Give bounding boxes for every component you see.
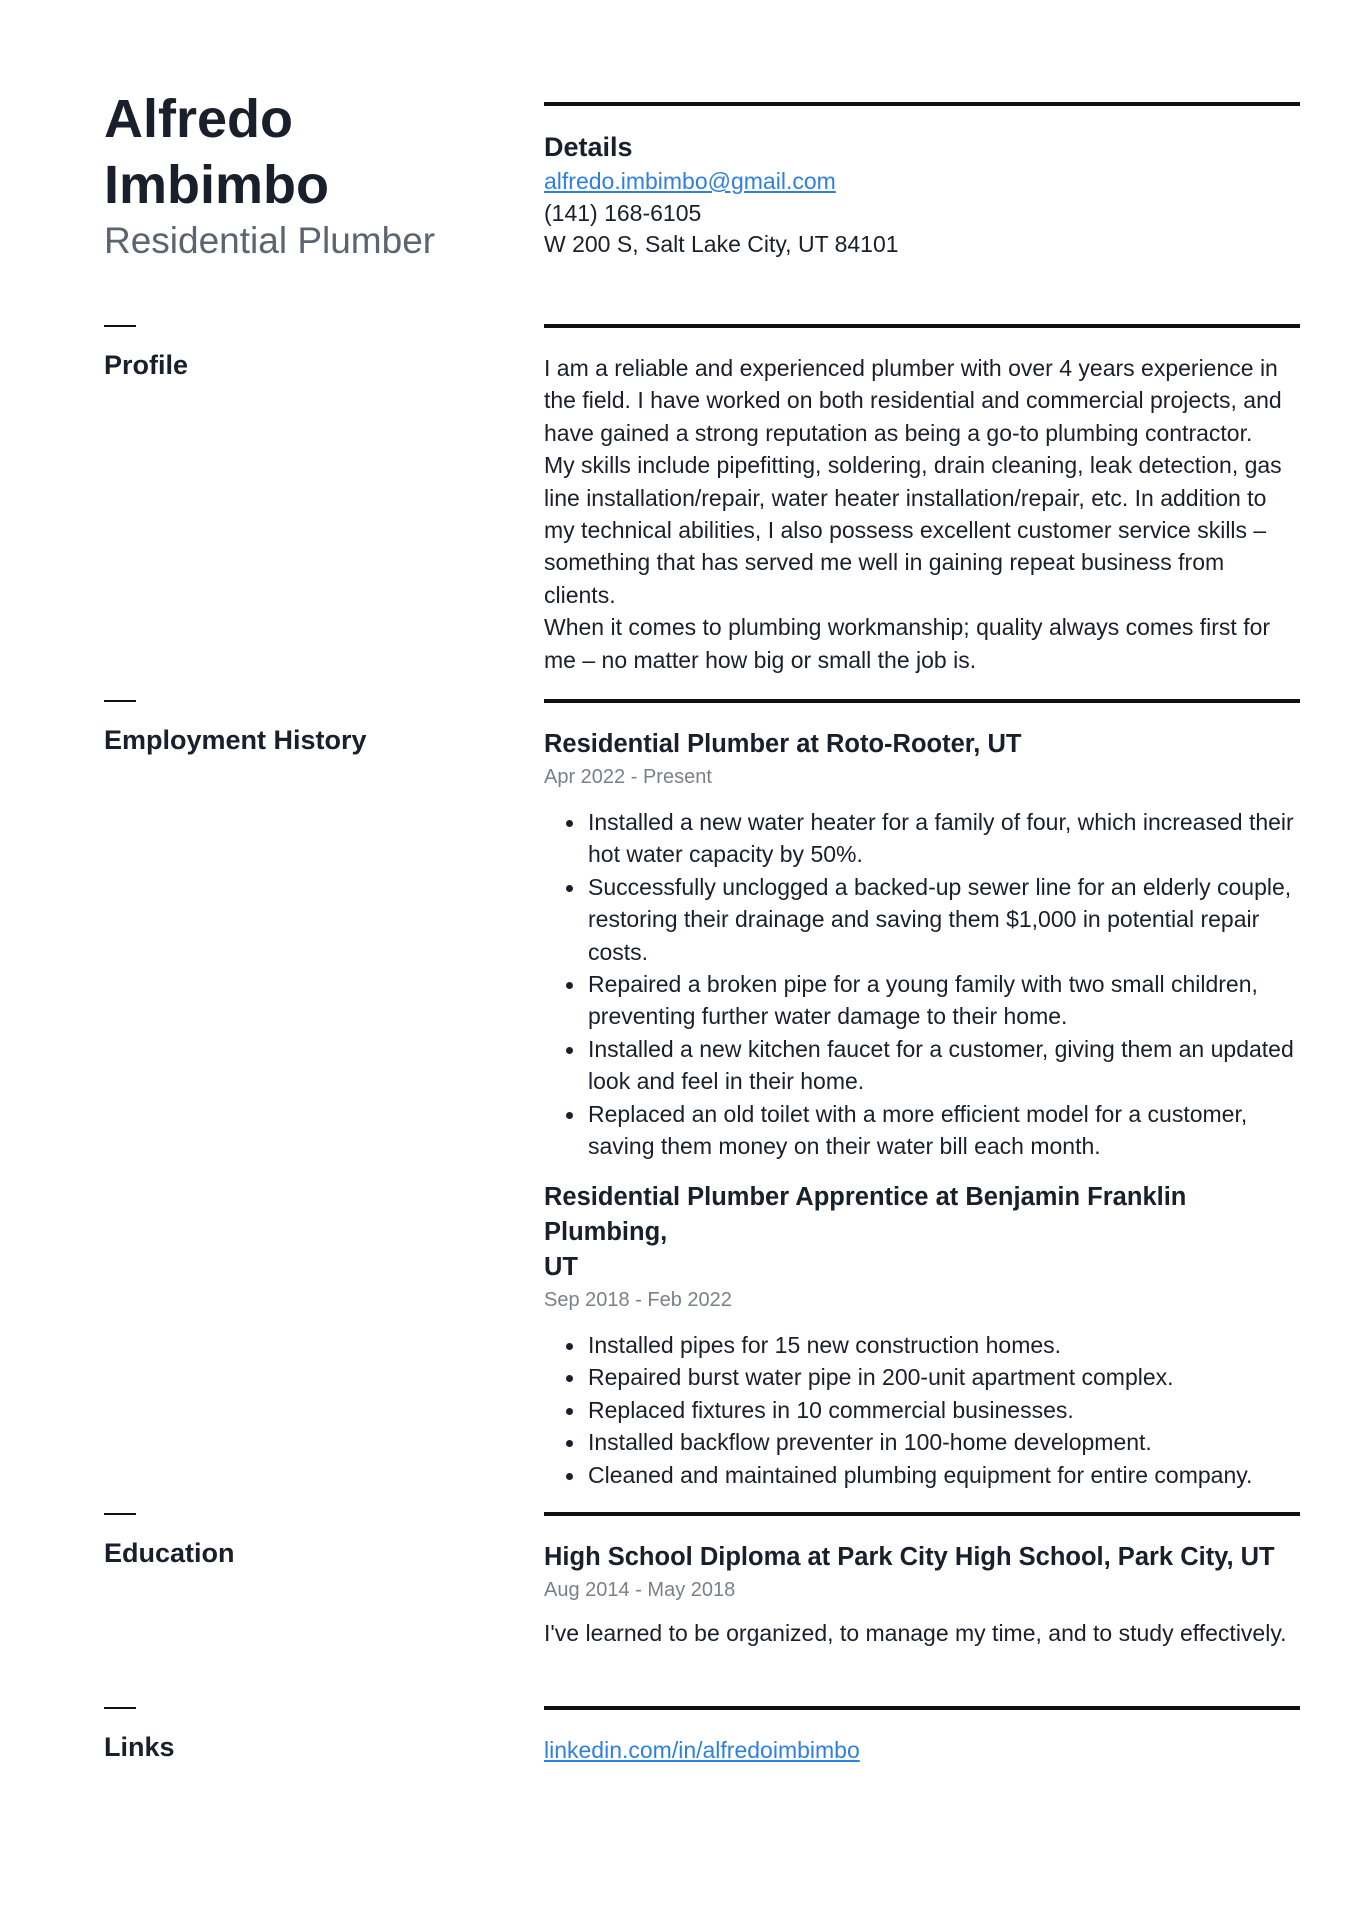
bullet-line: look and feel in their home.	[588, 1068, 865, 1095]
name-last: Imbimbo	[104, 155, 329, 215]
bullet-line: Replaced an old toilet with a more efficient model for a customer,	[588, 1100, 1248, 1127]
education-dates: Aug 2014 - May 2018	[544, 1579, 736, 1601]
profile-line: have gained a strong reputation as being a go-to plumbing contractor.	[544, 419, 1253, 446]
details-section	[544, 130, 1300, 261]
resume-header	[104, 86, 504, 264]
education-label: Education	[104, 1538, 235, 1568]
job-bullet: Cleaned and maintained plumbing equipment for entire company.	[544, 1459, 1300, 1491]
profile-line: the field. I have worked on both residential and commercial projects, and	[544, 387, 1282, 414]
education-rule	[544, 1512, 1300, 1516]
linkedin-link[interactable]: linkedin.com/in/alfredoimbimbo	[544, 1737, 860, 1763]
job-bullet	[544, 1098, 1300, 1163]
profile-dash	[104, 325, 136, 327]
job-bullet	[544, 1033, 1300, 1098]
job-title-heading: UT	[544, 1253, 578, 1281]
profile-line: I am a reliable and experienced plumber with over 4 years experience in	[544, 355, 1278, 381]
links-rule	[544, 1706, 1300, 1710]
profile-line: When it comes to plumbing workmanship; quality always comes first for	[544, 614, 1271, 641]
bullet-line: preventing further water damage to their home.	[588, 1003, 1068, 1030]
employment-dash	[104, 700, 136, 702]
employment-rule	[544, 699, 1300, 703]
job-bullet	[544, 806, 1300, 871]
bullet-line: Successfully unclogged a backed-up sewer line for an elderly couple,	[588, 873, 1292, 900]
details-rule	[544, 102, 1300, 106]
job-bullet	[544, 968, 1300, 1033]
profile-line: line installation/repair, water heater installation/repair, etc. In addition to	[544, 484, 1267, 511]
name-first: Alfredo	[104, 89, 293, 149]
bullet-line: saving them money on their water bill each month.	[588, 1133, 1101, 1160]
job-title-heading: Residential Plumber Apprentice at Benjamin Franklin Plumbing,	[544, 1183, 1187, 1246]
links-label: Links	[104, 1732, 175, 1762]
bullet-line: Installed a new kitchen faucet for a customer, giving them an updated	[588, 1035, 1294, 1062]
employment-label: Employment History	[104, 725, 367, 755]
links-dash	[104, 1707, 136, 1709]
bullet-line: costs.	[588, 938, 649, 965]
job-bullet: Installed pipes for 15 new construction homes.	[544, 1329, 1300, 1361]
profile-line: me – no matter how big or small the job is.	[544, 646, 977, 673]
profile-line: something that has served me well in gaining repeat business from clients.	[544, 549, 1225, 608]
details-heading: Details	[544, 132, 633, 162]
profile-line: my technical abilities, I also possess excellent customer service skills –	[544, 517, 1267, 544]
education-dash	[104, 1513, 136, 1515]
bullet-line: Installed a new water heater for a family of four, which increased their	[588, 809, 1294, 835]
links-list	[544, 1734, 1300, 1766]
job-title-heading: Residential Plumber at Roto-Rooter, UT	[544, 730, 1022, 758]
profile-rule	[544, 324, 1300, 328]
email-link[interactable]: alfredo.imbimbo@gmail.com	[544, 168, 836, 194]
education-entry	[544, 1540, 1300, 1649]
bullet-line: Repaired a broken pipe for a young family with two small children,	[588, 971, 1258, 998]
job-entry	[544, 727, 1300, 1162]
job-bullet	[544, 871, 1300, 968]
address: W 200 S, Salt Lake City, UT 84101	[544, 231, 899, 257]
profile-line: My skills include pipefitting, soldering, drain cleaning, leak detection, gas	[544, 452, 1282, 479]
job-dates: Apr 2022 - Present	[544, 766, 712, 788]
phone-number: (141) 168-6105	[544, 199, 702, 226]
profile-label: Profile	[104, 350, 189, 380]
job-bullets	[544, 806, 1300, 1162]
job-bullets	[544, 1329, 1300, 1491]
job-bullet: Replaced fixtures in 10 commercial businesses.	[544, 1394, 1300, 1426]
job-bullet: Installed backflow preventer in 100-home development.	[544, 1426, 1300, 1458]
bullet-line: restoring their drainage and saving them $1,000 in potential repair	[588, 906, 1260, 933]
job-dates: Sep 2018 - Feb 2022	[544, 1289, 732, 1311]
education-title: High School Diploma at Park City High School, Park City, UT	[544, 1543, 1275, 1571]
job-title: Residential Plumber	[104, 220, 436, 261]
job-bullet: Repaired burst water pipe in 200-unit apartment complex.	[544, 1361, 1300, 1393]
bullet-line: hot water capacity by 50%.	[588, 841, 863, 868]
education-description: I've learned to be organized, to manage my time, and to study effectively.	[544, 1620, 1287, 1646]
profile-text	[544, 352, 1300, 676]
job-entry	[544, 1180, 1300, 1491]
